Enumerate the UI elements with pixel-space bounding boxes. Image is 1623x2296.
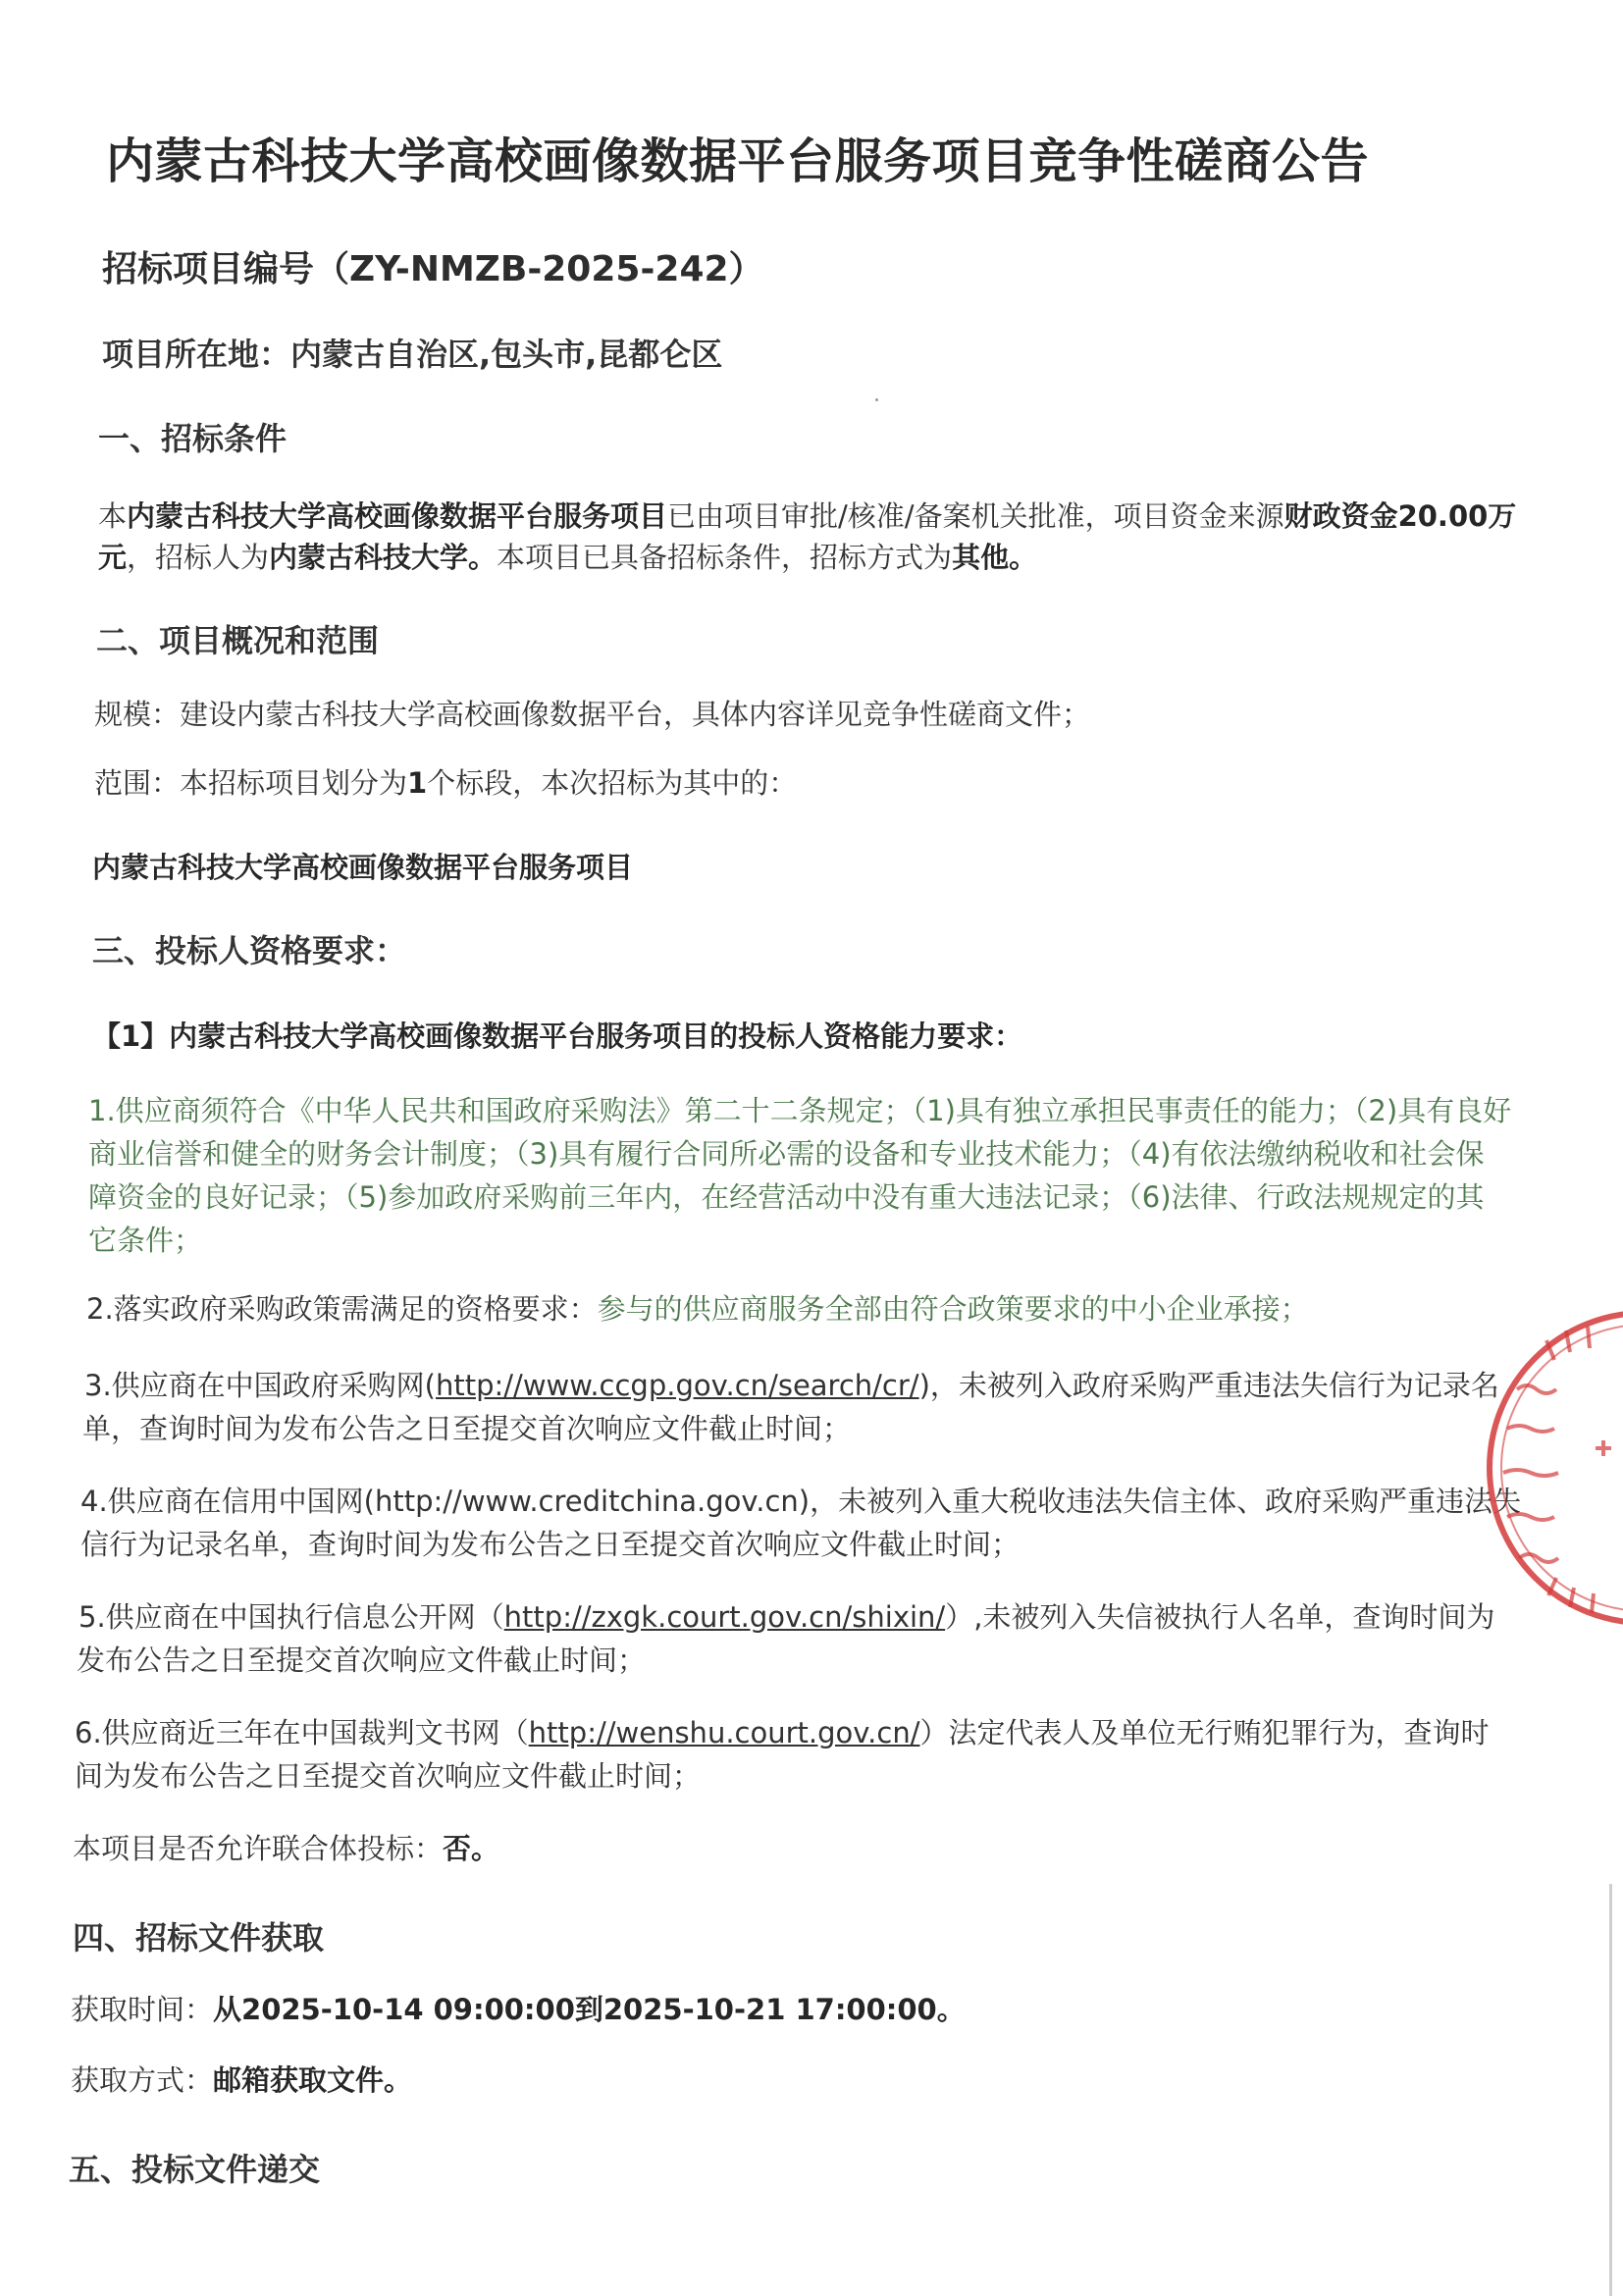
section-heading-5: 五、投标文件递交 <box>69 2151 321 2188</box>
s3-item5-b: ）,未被列入失信被执行人名单，查询时间为 <box>945 1600 1495 1634</box>
s4-method-label: 获取方式： <box>71 2063 214 2097</box>
s3-item5-line-1 <box>79 1595 1494 1639</box>
s3-item3-line-2: 单，查询时间为发布公告之日至提交首次响应文件截止时间； <box>82 1412 852 1445</box>
s1-paragraph-line-2 <box>98 536 1037 579</box>
s3-consortium <box>73 1827 499 1870</box>
section-heading-4: 四、招标文件获取 <box>73 1919 325 1957</box>
location-label: 项目所在地： <box>102 336 291 373</box>
s3-item1-line-1: 1.供应商须符合《中华人民共和国政府采购法》第二十二条规定；（1)具有独立承担民事责任的能力；（2)具有良好 <box>88 1094 1512 1127</box>
s3-consortium-value: 否。 <box>443 1832 500 1865</box>
section-heading-1: 一、招标条件 <box>98 420 288 457</box>
s2-scope <box>94 761 797 805</box>
s3-item1-line-2: 商业信誉和健全的财务会计制度；（3)具有履行合同所必需的设备和专业技术能力；（4)有依法缴纳税收和社会保 <box>88 1137 1485 1171</box>
s3-item1-line-4: 它条件； <box>88 1224 203 1257</box>
s3-item6-line-2: 间为发布公告之日至提交首次响应文件截止时间； <box>75 1759 702 1793</box>
s4-time <box>71 1988 966 2031</box>
s3-subheading <box>92 1015 1022 1058</box>
s3-item2-label: 2.落实政府采购政策需满足的资格要求： <box>86 1292 598 1326</box>
s3-item1-line-3: 障资金的良好记录；（5)参加政府采购前三年内，在经营活动中没有重大违法记录；（6)法律、行政法规规定的其 <box>88 1180 1485 1214</box>
s3-item4-line-2: 信行为记录名单，查询时间为发布公告之日至提交首次响应文件截止时间； <box>80 1528 1021 1561</box>
s3-item6-line-1 <box>75 1711 1490 1754</box>
s2-scale: 规模：建设内蒙古科技大学高校画像数据平台，具体内容详见竞争性磋商文件； <box>94 698 1091 731</box>
s3-item2-value: 参与的供应商服务全部由符合政策要求的中小企业承接； <box>597 1292 1309 1326</box>
s2-project-name-text: 内蒙古科技大学高校画像数据平台服务项目 <box>92 851 634 884</box>
section-heading-2: 二、项目概况和范围 <box>96 622 380 659</box>
s4-method-value: 邮箱获取文件。 <box>213 2063 413 2097</box>
s3-item3-line-1 <box>84 1364 1499 1407</box>
s4-time-value: 从2025-10-14 09:00:00到2025-10-21 17:00:00。 <box>213 1993 966 2026</box>
s1-funding-amount: 财政资金20.00万 <box>1283 499 1517 533</box>
s1-unit: 元 <box>98 541 128 574</box>
s1-project-name: 内蒙古科技大学高校画像数据平台服务项目 <box>127 499 668 533</box>
s3-item2 <box>86 1287 1309 1331</box>
s3-subheading-text: 【1】内蒙古科技大学高校画像数据平台服务项目的投标人资格能力要求： <box>92 1019 1023 1053</box>
s2-lot-count: 1 <box>407 766 428 800</box>
s1-text-d2: 本项目已具备招标条件，招标方式为 <box>497 541 953 574</box>
s3-consortium-label: 本项目是否允许联合体投标： <box>73 1832 444 1865</box>
s4-time-label: 获取时间： <box>71 1993 214 2026</box>
s3-item6-b: ）法定代表人及单位无行贿犯罪行为，查询时 <box>919 1716 1490 1749</box>
project-number: 招标项目编号（ZY-NMZB-2025-242） <box>102 249 764 289</box>
s1-text-c: 已由项目审批/核准/备案机关批准，项目资金来源 <box>667 499 1284 533</box>
document-title: 内蒙古科技大学高校画像数据平台服务项目竞争性磋商公告 <box>106 133 1370 189</box>
s2-project-name <box>92 846 633 889</box>
s1-text-b2: ，招标人为 <box>127 541 270 574</box>
s3-item3-a: 3.供应商在中国政府采购网( <box>84 1369 436 1402</box>
s3-item5-a: 5.供应商在中国执行信息公开网（ <box>79 1600 504 1634</box>
s3-item5-line-2: 发布公告之日至提交首次响应文件截止时间； <box>77 1644 647 1677</box>
scan-speck <box>875 398 878 401</box>
ccgp-link[interactable]: http://www.ccgp.gov.cn/search/cr/ <box>435 1369 919 1402</box>
scan-edge-line <box>1609 1884 1612 2296</box>
location-value: 内蒙古自治区,包头市,昆都仑区 <box>290 336 723 373</box>
s3-item6-a: 6.供应商近三年在中国裁判文书网（ <box>75 1716 529 1749</box>
s1-paragraph-line-1 <box>98 495 1516 538</box>
wenshu-link[interactable]: http://wenshu.court.gov.cn/ <box>528 1716 920 1749</box>
zxgk-link[interactable]: http://zxgk.court.gov.cn/shixin/ <box>503 1600 946 1634</box>
project-location <box>102 330 722 375</box>
s4-method <box>71 2059 412 2102</box>
section-heading-3: 三、投标人资格要求： <box>92 932 407 969</box>
s2-scope-a: 范围：本招标项目划分为 <box>94 766 408 800</box>
s2-scope-c: 个标段，本次招标为其中的： <box>427 766 798 800</box>
s3-item4-line-1: 4.供应商在信用中国网(http://www.creditchina.gov.cn)，未被列入重大税收违法失信主体、政府采购严重违法失 <box>80 1485 1522 1518</box>
official-seal-stamp <box>1478 1301 1623 1635</box>
s1-tender-method: 其他。 <box>952 541 1038 574</box>
s1-tenderer: 内蒙古科技大学。 <box>269 541 497 574</box>
s1-text-a: 本 <box>98 499 128 533</box>
s3-item3-b: )，未被列入政府采购严重违法失信行为记录名 <box>918 1369 1499 1402</box>
